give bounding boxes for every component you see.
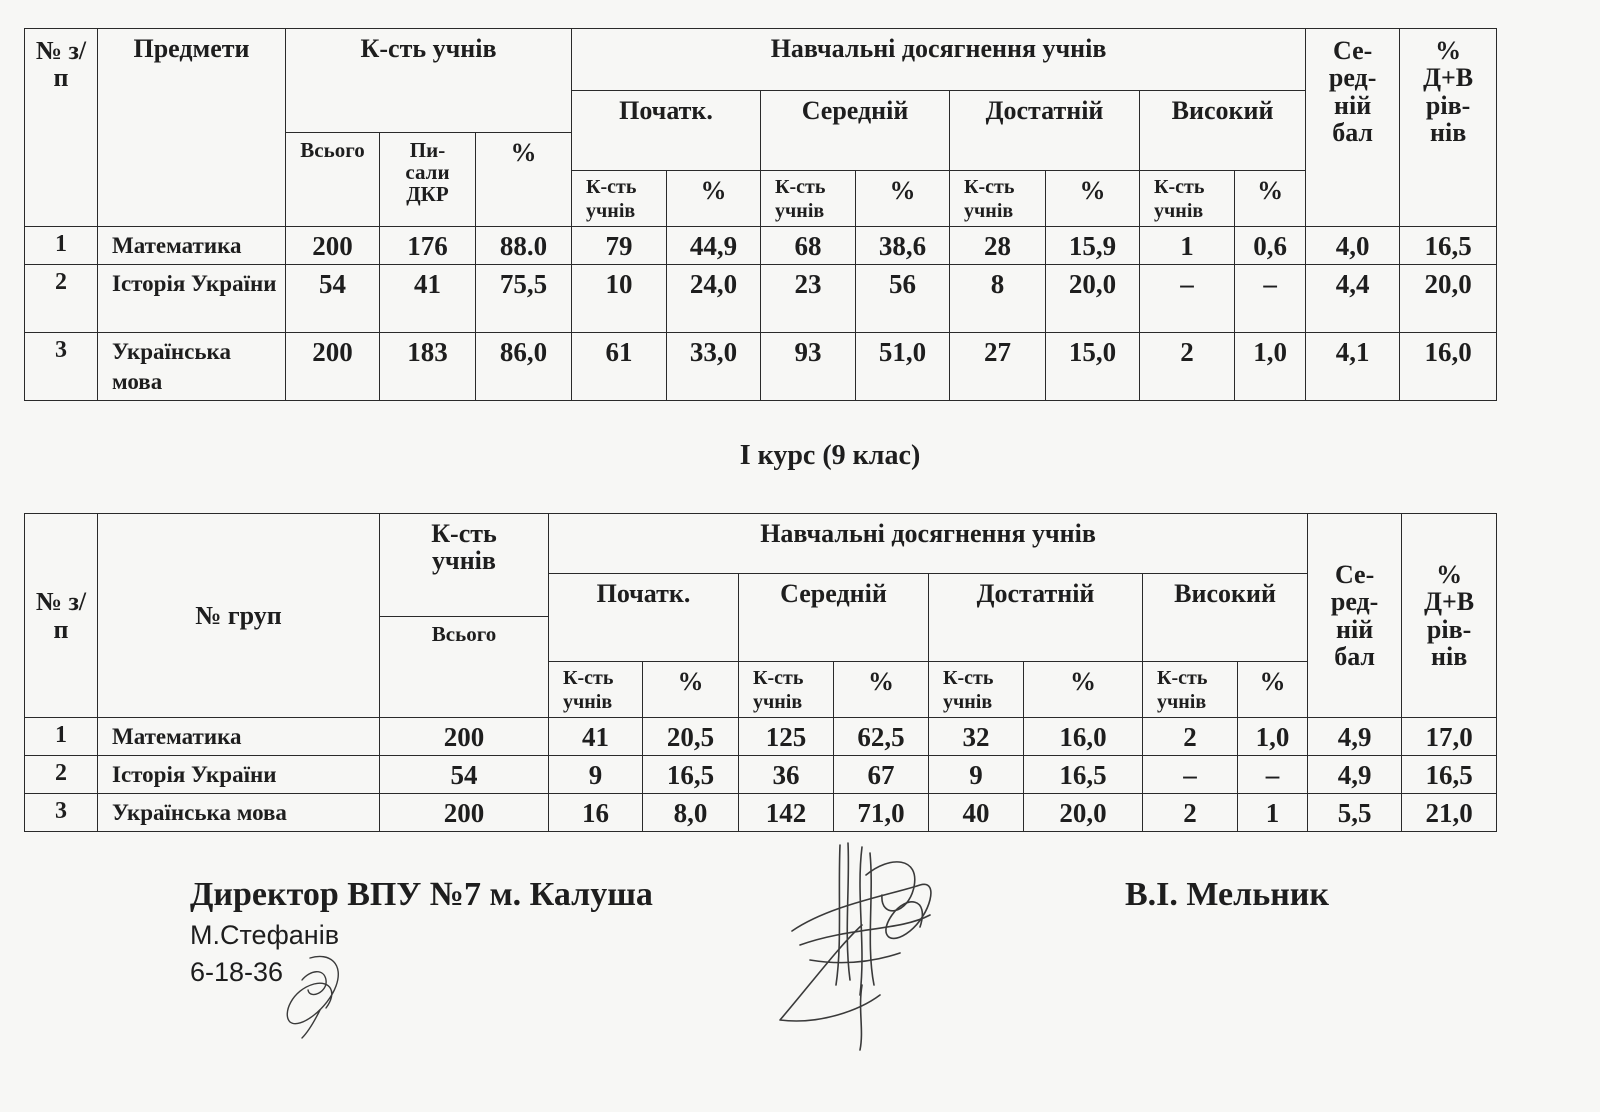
header-students-count: К-сть учнів — [286, 29, 572, 133]
cell-initial-count: 79 — [572, 227, 667, 265]
row-subject: Математика — [98, 718, 380, 756]
header-kst: К-сть учнів — [1143, 662, 1238, 718]
cell-medium-pct: 62,5 — [834, 718, 929, 756]
cell-dv: 16,5 — [1402, 756, 1497, 794]
table-row — [25, 794, 1497, 832]
cell-sufficient-count: 27 — [950, 333, 1046, 401]
director-title: Директор ВПУ №7 м. Калуша — [190, 876, 653, 913]
cell-pct: 88.0 — [476, 227, 572, 265]
header-sufficient: Достатній — [929, 574, 1143, 662]
cell-initial-pct: 33,0 — [667, 333, 761, 401]
row-subject: Історія України — [98, 265, 286, 333]
cell-sufficient-pct: 20,0 — [1024, 794, 1143, 832]
cell-high-pct: – — [1235, 265, 1306, 333]
header-kst: К-сть учнів — [950, 171, 1046, 227]
header-subjects: Предмети — [98, 29, 286, 227]
table-row — [25, 265, 1497, 333]
header-kst: К-сть учнів — [739, 662, 834, 718]
header-dv: % Д+В рів-нів — [1402, 514, 1497, 718]
cell-pct: 86,0 — [476, 333, 572, 401]
header-num: № з/п — [25, 514, 98, 718]
header-kst: К-сть учнів — [761, 171, 856, 227]
cell-high-pct: 1 — [1238, 794, 1308, 832]
section-caption: І курс (9 клас) — [739, 440, 921, 471]
cell-medium-pct: 67 — [834, 756, 929, 794]
header-pct: % — [1238, 662, 1308, 718]
cell-medium-count: 125 — [739, 718, 834, 756]
cell-wrote: 176 — [380, 227, 476, 265]
cell-dv: 21,0 — [1402, 794, 1497, 832]
header-medium: Середній — [761, 91, 950, 171]
header-pct: % — [1046, 171, 1140, 227]
cell-dv: 16,5 — [1400, 227, 1497, 265]
cell-total: 200 — [286, 227, 380, 265]
header-pct: % — [1024, 662, 1143, 718]
cell-medium-count: 93 — [761, 333, 856, 401]
executor-phone: 6-18-36 — [190, 957, 284, 987]
cell-high-pct: 0,6 — [1235, 227, 1306, 265]
cell-initial-count: 16 — [549, 794, 643, 832]
header-kst: К-сть учнів — [572, 171, 667, 227]
header-sufficient: Достатній — [950, 91, 1140, 171]
header-groups: № груп — [98, 514, 380, 718]
cell-sufficient-count: 32 — [929, 718, 1024, 756]
cell-medium-count: 23 — [761, 265, 856, 333]
row-number: 2 — [25, 265, 98, 333]
cell-high-pct: – — [1238, 756, 1308, 794]
cell-initial-count: 9 — [549, 756, 643, 794]
row-number: 3 — [25, 794, 98, 832]
cell-high-pct: 1,0 — [1235, 333, 1306, 401]
cell-wrote: 183 — [380, 333, 476, 401]
table-row — [25, 333, 1497, 401]
header-students-count: К-сть учнів — [380, 514, 549, 617]
row-number: 3 — [25, 333, 98, 401]
cell-high-pct: 1,0 — [1238, 718, 1308, 756]
row-subject: Математика — [98, 227, 286, 265]
cell-initial-count: 10 — [572, 265, 667, 333]
cell-sufficient-pct: 16,0 — [1024, 718, 1143, 756]
header-avg: Се-ред-ній бал — [1306, 29, 1400, 227]
cell-initial-pct: 24,0 — [667, 265, 761, 333]
cell-avg: 4,9 — [1308, 718, 1402, 756]
header-pct: % — [667, 171, 761, 227]
header-initial: Початк. — [549, 574, 739, 662]
cell-avg: 4,4 — [1306, 265, 1400, 333]
cell-medium-pct: 38,6 — [856, 227, 950, 265]
header-kst: К-сть учнів — [1140, 171, 1235, 227]
table-row — [25, 718, 1497, 756]
cell-avg: 5,5 — [1308, 794, 1402, 832]
executor-name: М.Стефанів — [190, 920, 340, 950]
cell-initial-pct: 8,0 — [643, 794, 739, 832]
cell-high-count: – — [1140, 265, 1235, 333]
cell-total: 200 — [286, 333, 380, 401]
cell-total: 200 — [380, 794, 549, 832]
header-pct: % — [1235, 171, 1306, 227]
header-total: Всього — [286, 133, 380, 227]
row-number: 1 — [25, 718, 98, 756]
row-subject: Українська мова — [98, 794, 380, 832]
cell-dv: 16,0 — [1400, 333, 1497, 401]
results-table-2 — [24, 513, 1497, 832]
header-pct: % — [834, 662, 929, 718]
cell-sufficient-pct: 15,0 — [1046, 333, 1140, 401]
cell-medium-count: 68 — [761, 227, 856, 265]
header-pct: % — [856, 171, 950, 227]
cell-sufficient-count: 8 — [950, 265, 1046, 333]
cell-initial-pct: 16,5 — [643, 756, 739, 794]
header-pct: % — [476, 133, 572, 227]
cell-high-count: 2 — [1143, 794, 1238, 832]
header-total: Всього — [380, 617, 549, 718]
header-initial: Початк. — [572, 91, 761, 171]
cell-medium-count: 36 — [739, 756, 834, 794]
row-number: 1 — [25, 227, 98, 265]
cell-total: 54 — [380, 756, 549, 794]
row-number: 2 — [25, 756, 98, 794]
header-wrote: Пи-сали ДКР — [380, 133, 476, 227]
table-row — [25, 756, 1497, 794]
director-signature — [770, 835, 970, 1055]
cell-initial-count: 41 — [549, 718, 643, 756]
executor-signature — [280, 950, 350, 1040]
cell-pct: 75,5 — [476, 265, 572, 333]
header-dv: % Д+В рів-нів — [1400, 29, 1497, 227]
cell-initial-count: 61 — [572, 333, 667, 401]
header-kst: К-сть учнів — [929, 662, 1024, 718]
cell-sufficient-count: 9 — [929, 756, 1024, 794]
cell-sufficient-pct: 20,0 — [1046, 265, 1140, 333]
cell-sufficient-pct: 15,9 — [1046, 227, 1140, 265]
cell-avg: 4,0 — [1306, 227, 1400, 265]
cell-medium-pct: 71,0 — [834, 794, 929, 832]
header-avg: Се-ред-ній бал — [1308, 514, 1402, 718]
header-kst: К-сть учнів — [549, 662, 643, 718]
director-name: В.І. Мельник — [1125, 876, 1329, 913]
cell-medium-pct: 56 — [856, 265, 950, 333]
cell-initial-pct: 20,5 — [643, 718, 739, 756]
cell-sufficient-count: 28 — [950, 227, 1046, 265]
header-high: Високий — [1143, 574, 1308, 662]
cell-dv: 17,0 — [1402, 718, 1497, 756]
cell-total: 200 — [380, 718, 549, 756]
header-pct: % — [643, 662, 739, 718]
cell-sufficient-count: 40 — [929, 794, 1024, 832]
cell-avg: 4,1 — [1306, 333, 1400, 401]
header-high: Високий — [1140, 91, 1306, 171]
row-subject: Історія України — [98, 756, 380, 794]
table-row — [25, 227, 1497, 265]
cell-high-count: 2 — [1143, 718, 1238, 756]
cell-high-count: 2 — [1140, 333, 1235, 401]
cell-medium-pct: 51,0 — [856, 333, 950, 401]
cell-total: 54 — [286, 265, 380, 333]
cell-medium-count: 142 — [739, 794, 834, 832]
header-medium: Середній — [739, 574, 929, 662]
cell-avg: 4,9 — [1308, 756, 1402, 794]
header-num: № з/п — [25, 29, 98, 227]
cell-dv: 20,0 — [1400, 265, 1497, 333]
cell-wrote: 41 — [380, 265, 476, 333]
cell-sufficient-pct: 16,5 — [1024, 756, 1143, 794]
header-achievements: Навчальні досягнення учнів — [549, 514, 1308, 574]
header-achievements: Навчальні досягнення учнів — [572, 29, 1306, 91]
row-subject: Українська мова — [98, 333, 286, 401]
results-table-1 — [24, 28, 1497, 401]
cell-initial-pct: 44,9 — [667, 227, 761, 265]
cell-high-count: 1 — [1140, 227, 1235, 265]
cell-high-count: – — [1143, 756, 1238, 794]
